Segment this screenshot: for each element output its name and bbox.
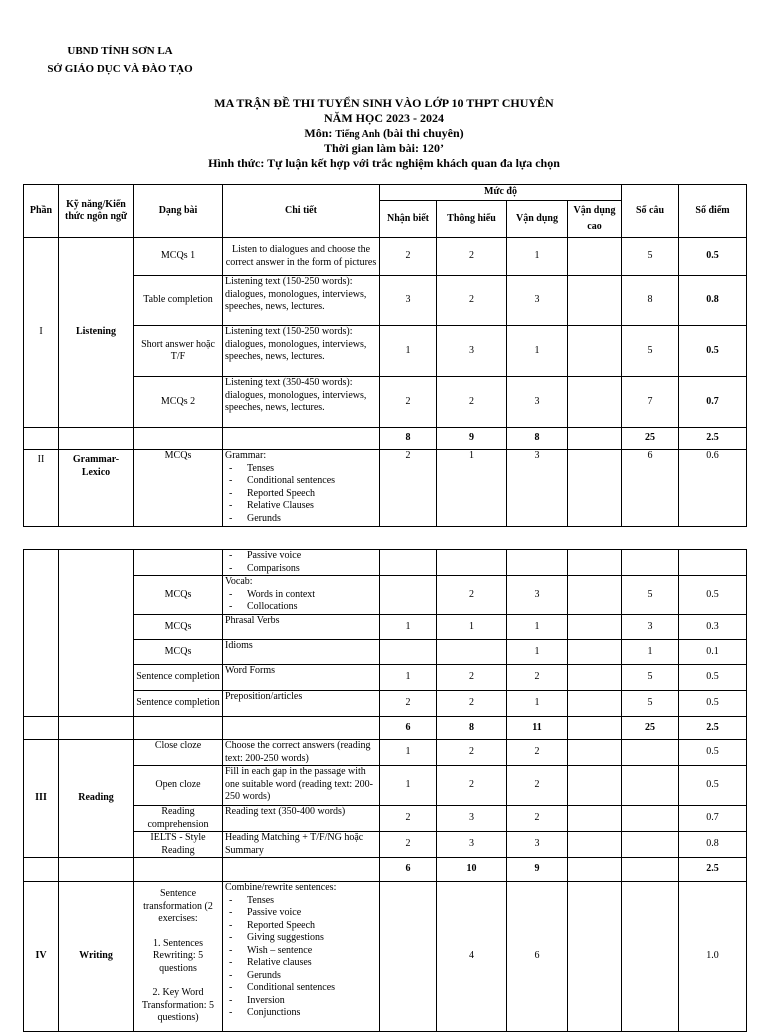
col-part-header: Phần [24,185,59,238]
list-item: - Relative clauses [225,957,377,970]
recognize-cell [380,882,437,1032]
apply-high-cell [568,238,622,276]
type-cell: IELTS - Style Reading [134,832,223,858]
apply-cell: 3 [507,576,568,615]
col-level-header: Mức độ [380,185,622,201]
table-row [24,238,747,276]
points-cell: 0.5 [679,326,747,377]
type-cell: Short answer hoặc T/F [134,326,223,377]
apply-cell: 2 [507,665,568,691]
list-item: - Reported Speech [225,488,377,501]
understand-cell: 1 [437,450,507,527]
type-cell: Sentence completion [134,665,223,691]
detail-heading: Grammar: [225,450,267,461]
questions-cell [622,766,679,806]
table-row [24,740,747,766]
total-recognize: 8 [380,428,437,450]
type-cell: MCQs [134,640,223,665]
questions-cell: 5 [622,691,679,717]
col-points-header: Số điểm [679,185,747,238]
recognize-cell: 2 [380,806,437,832]
total-understand: 10 [437,858,507,882]
apply-high-cell [568,326,622,377]
detail-cell: Reading text (350-400 words) [223,806,380,832]
detail-heading: Vocab: [225,576,253,587]
page-title: MA TRẬN ĐỀ THI TUYỂN SINH VÀO LỚP 10 THPT CHUYÊN [214,96,554,110]
understand-cell [437,640,507,665]
apply-cell: 1 [507,326,568,377]
total-recognize: 6 [380,858,437,882]
understand-cell: 4 [437,882,507,1032]
recognize-cell: 1 [380,615,437,640]
apply-cell: 3 [507,832,568,858]
questions-cell [622,882,679,1032]
recognize-cell: 2 [380,238,437,276]
topic-list [225,550,377,575]
time-line: Thời gian làm bài: 120’ [324,141,444,155]
total-points: 2.5 [679,858,747,882]
questions-cell: 3 [622,615,679,640]
type-cell: Open cloze [134,766,223,806]
detail-cell [223,450,380,527]
detail-cell: Listening text (150-250 words): dialogues, monologues, interviews, speeches, news, lectures. [223,276,380,326]
points-cell: 0.5 [679,665,747,691]
type-cell: MCQs [134,450,223,527]
detail-cell: Preposition/articles [223,691,380,717]
detail-cell [223,576,380,615]
skill-name: Reading [59,740,134,858]
type-cell: MCQs 2 [134,377,223,428]
total-row [24,858,747,882]
understand-cell: 2 [437,691,507,717]
skill-name: Listening [59,238,134,428]
col-detail-header: Chi tiết [223,185,380,238]
recognize-cell: 1 [380,326,437,377]
apply-cell: 2 [507,740,568,766]
type-cell: Table completion [134,276,223,326]
col-recognize-header: Nhận biết [380,201,437,238]
apply-cell: 3 [507,450,568,527]
recognize-cell: 1 [380,740,437,766]
questions-cell: 5 [622,576,679,615]
total-apply: 8 [507,428,568,450]
table-row [24,550,747,576]
recognize-cell: 3 [380,276,437,326]
understand-cell: 3 [437,806,507,832]
understand-cell: 3 [437,832,507,858]
apply-cell: 2 [507,766,568,806]
subject-line: Môn: Tiếng Anh (bài thi chuyên) [304,126,464,140]
list-item: - Passive voice [225,907,377,920]
understand-cell: 2 [437,377,507,428]
recognize-cell: 2 [380,691,437,717]
school-year: NĂM HỌC 2023 - 2024 [324,111,444,125]
apply-cell: 1 [507,691,568,717]
total-recognize: 6 [380,717,437,740]
apply-cell: 1 [507,640,568,665]
type-line: 2. Key Word Transformation: 5 questions) [141,987,215,1023]
recognize-cell: 2 [380,377,437,428]
understand-cell: 2 [437,576,507,615]
points-cell: 0.5 [679,766,747,806]
questions-cell [622,806,679,832]
list-item: - Giving suggestions [225,932,377,945]
total-apply: 11 [507,717,568,740]
list-item: - Passive voice [225,550,377,563]
total-apply: 9 [507,858,568,882]
questions-cell: 6 [622,450,679,527]
list-item: - Wish – sentence [225,945,377,958]
apply-cell: 1 [507,238,568,276]
type-line: 1. Sentences Rewriting: 5 questions [152,937,204,974]
table-row [24,882,747,1032]
matrix-table-part2 [23,549,747,1032]
total-row [24,717,747,740]
department-name: SỞ GIÁO DỤC VÀ ĐÀO TẠO [47,63,193,75]
total-points: 2.5 [679,428,747,450]
detail-cell: Listening text (150-250 words): dialogues, monologues, interviews, speeches, news, lectures. [223,326,380,377]
matrix-table-part1 [23,184,747,527]
points-cell: 1.0 [679,882,747,1032]
total-questions: 25 [622,428,679,450]
list-item: - Conjunctions [225,1007,377,1020]
total-row [24,428,747,450]
questions-cell: 7 [622,377,679,428]
detail-cell: Choose the correct answers (reading text: 200-250 words) [223,740,380,766]
understand-cell: 2 [437,766,507,806]
list-item: - Conditional sentences [225,982,377,995]
list-item: - Collocations [225,601,377,614]
points-cell: 0.8 [679,276,747,326]
skill-name: Writing [59,882,134,1032]
detail-cell: Idioms [223,640,380,665]
points-cell: 0.5 [679,740,747,766]
recognize-cell [380,640,437,665]
questions-cell [622,740,679,766]
understand-cell: 2 [437,238,507,276]
detail-cell: Fill in each gap in the passage with one suitable word (reading text: 200-250 words) [223,766,380,806]
points-cell: 0.5 [679,238,747,276]
apply-cell: 1 [507,615,568,640]
type-cell [134,882,223,1032]
total-points: 2.5 [679,717,747,740]
recognize-cell [380,576,437,615]
type-cell: MCQs [134,576,223,615]
understand-cell: 2 [437,740,507,766]
part-number: I [24,238,59,428]
questions-cell: 1 [622,640,679,665]
list-item: - Comparisons [225,563,377,576]
total-understand: 8 [437,717,507,740]
type-cell: MCQs 1 [134,238,223,276]
recognize-cell: 1 [380,665,437,691]
table-row [24,450,747,527]
list-item: - Tenses [225,895,377,908]
detail-cell: Word Forms [223,665,380,691]
questions-cell: 8 [622,276,679,326]
total-questions: 25 [622,717,679,740]
understand-cell: 2 [437,276,507,326]
points-cell: 0.8 [679,832,747,858]
detail-cell: Heading Matching + T/F/NG hoặc Summary [223,832,380,858]
detail-cell [223,550,380,576]
list-item: - Reported Speech [225,920,377,933]
recognize-cell: 2 [380,450,437,527]
topic-list [225,589,377,614]
part-number: IV [24,882,59,1032]
questions-cell: 5 [622,665,679,691]
col-apply-header: Vận dụng [507,201,568,238]
org-name: UBND TỈNH SƠN LA [67,45,173,57]
detail-cell [223,882,380,1032]
type-cell: MCQs [134,615,223,640]
col-type-header: Dạng bài [134,185,223,238]
type-line: Sentence transformation (2 exercises: [143,888,213,924]
col-questions-header: Số câu [622,185,679,238]
detail-cell: Phrasal Verbs [223,615,380,640]
list-item: - Words in context [225,589,377,602]
part-number: II [24,450,59,527]
points-cell: 0.7 [679,806,747,832]
apply-cell: 2 [507,806,568,832]
points-cell: 0.5 [679,691,747,717]
list-item: - Gerunds [225,513,377,526]
total-understand: 9 [437,428,507,450]
list-item: - Relative Clauses [225,500,377,513]
detail-cell: Listen to dialogues and choose the correct answer in the form of pictures [223,238,380,276]
apply-cell: 3 [507,276,568,326]
col-apply-high-header: Vận dụng cao [568,201,622,238]
questions-cell: 5 [622,238,679,276]
list-item: - Conditional sentences [225,475,377,488]
understand-cell: 1 [437,615,507,640]
type-cell: Close cloze [134,740,223,766]
type-cell: Reading comprehension [134,806,223,832]
topic-list [225,463,377,526]
recognize-cell: 2 [380,832,437,858]
apply-high-cell [568,377,622,428]
skill-name: Grammar-Lexico [59,450,134,527]
understand-cell: 3 [437,326,507,377]
apply-high-cell [568,276,622,326]
apply-cell: 3 [507,377,568,428]
part-number: III [24,740,59,858]
apply-cell: 6 [507,882,568,1032]
topic-list [225,895,377,1020]
list-item: - Inversion [225,995,377,1008]
detail-cell: Listening text (350-450 words): dialogues, monologues, interviews, speeches, news, lectures. [223,377,380,428]
understand-cell: 2 [437,665,507,691]
points-cell: 0.6 [679,450,747,527]
col-understand-header: Thông hiểu [437,201,507,238]
points-cell: 0.5 [679,576,747,615]
format-line: Hình thức: Tự luận kết hợp với trắc nghiệm khách quan đa lựa chọn [208,156,560,170]
points-cell: 0.1 [679,640,747,665]
type-cell: Sentence completion [134,691,223,717]
list-item: - Tenses [225,463,377,476]
recognize-cell: 1 [380,766,437,806]
detail-heading: Combine/rewrite sentences: [225,882,337,893]
list-item: - Gerunds [225,970,377,983]
questions-cell [622,832,679,858]
questions-cell: 5 [622,326,679,377]
points-cell: 0.7 [679,377,747,428]
col-skill-header: Kỹ năng/Kiến thức ngôn ngữ [59,185,134,238]
points-cell: 0.3 [679,615,747,640]
total-questions [622,858,679,882]
